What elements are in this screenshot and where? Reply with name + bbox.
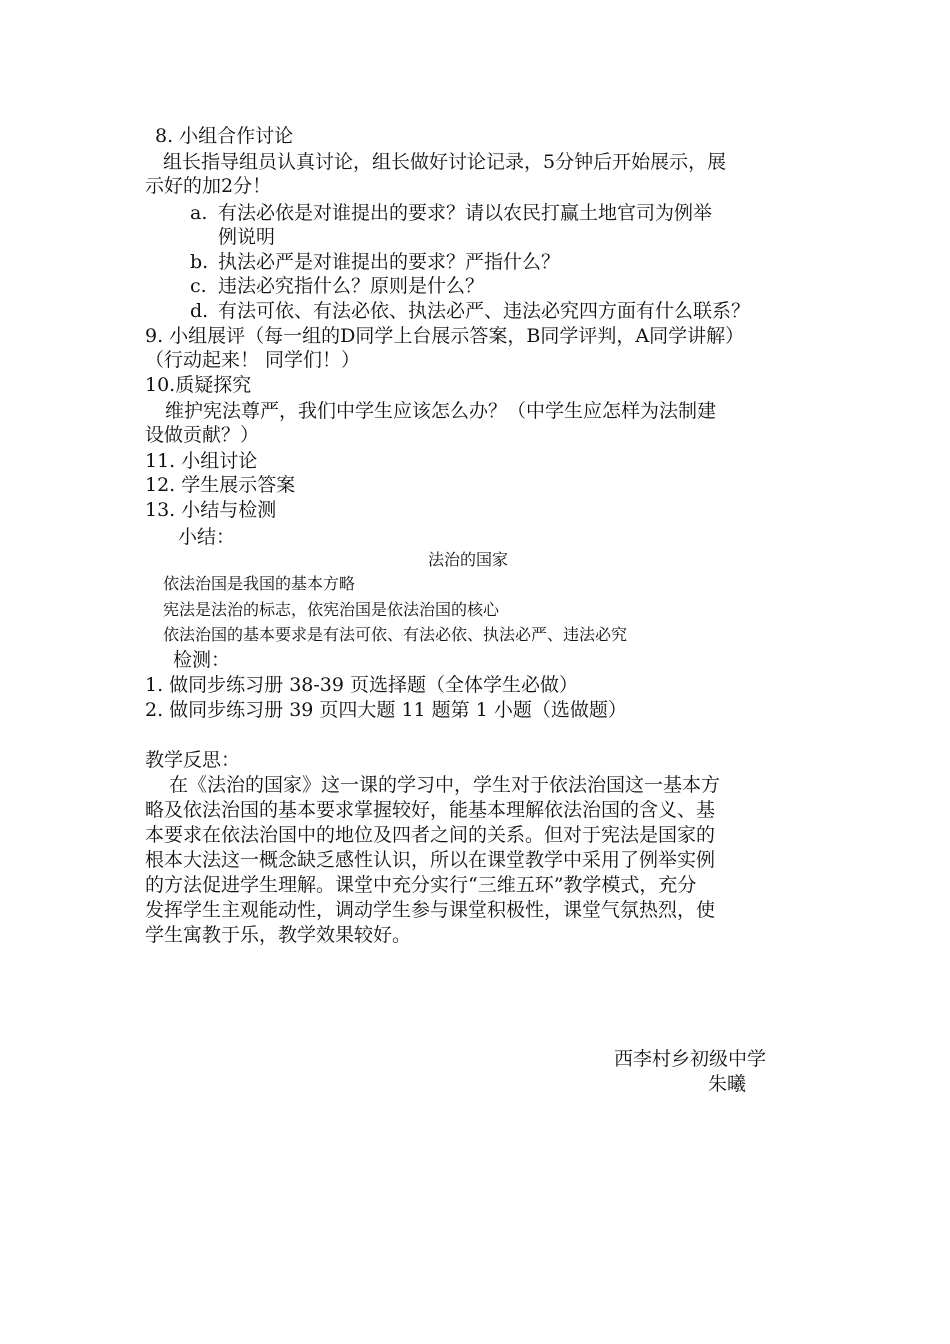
- item-a-text-line-1: 有法必依是对谁提出的要求？请以农民打赢土地官司为例举: [218, 202, 713, 224]
- section-10-line-1: 维护宪法尊严，我们中学生应该怎么办？（中学生应怎样为法制建: [165, 400, 717, 422]
- item-b-marker: b.: [190, 251, 209, 273]
- section-9-line-2: （行动起来！ 同学们！）: [145, 349, 361, 371]
- reflection-line-3: 本要求在依法治国中的地位及四者之间的关系。但对于宪法是国家的: [145, 824, 716, 846]
- test-item-1: 1. 做同步练习册 38-39 页选择题（全体学生必做）: [145, 674, 579, 696]
- item-a-marker: a.: [190, 202, 208, 224]
- section-9-line-1: 9. 小组展评（每一组的D同学上台展示答案，B同学评判，A同学讲解）: [145, 325, 745, 347]
- section-11: 11. 小组讨论: [145, 450, 258, 472]
- reflection-line-6: 发挥学生主观能动性，调动学生参与课堂积极性，课堂气氛热烈，使: [145, 899, 716, 921]
- section-8-intro-line-2: 示好的加2分！: [145, 175, 272, 197]
- test-item-2: 2. 做同步练习册 39 页四大题 11 题第 1 小题（选做题）: [145, 699, 627, 721]
- section-13-heading: 13. 小结与检测: [145, 499, 277, 521]
- summary-title: 法治的国家: [428, 550, 509, 569]
- item-c-marker: c.: [190, 275, 207, 297]
- signature-school: 西李村乡初级中学: [614, 1048, 767, 1070]
- section-10-line-2: 设做贡献？）: [145, 424, 260, 446]
- reflection-heading: 教学反思：: [145, 749, 241, 771]
- reflection-line-5: 的方法促进学生理解。课堂中充分实行“三维五环”教学模式，充分: [145, 874, 697, 896]
- item-d-marker: d.: [190, 300, 209, 322]
- reflection-line-7: 学生寓教于乐，教学效果较好。: [145, 924, 412, 946]
- section-12: 12. 学生展示答案: [145, 474, 296, 496]
- reflection-line-2: 略及依法治国的基本要求掌握较好，能基本理解依法治国的含义、基: [145, 799, 716, 821]
- item-d-text: 有法可依、有法必依、执法必严、违法必究四方面有什么联系？: [218, 300, 751, 322]
- summary-label: 小结：: [178, 526, 236, 548]
- section-8-heading: 8. 小组合作讨论: [155, 125, 294, 147]
- item-c-text: 违法必究指什么？原则是什么？: [218, 275, 485, 297]
- test-label: 检测：: [173, 649, 231, 671]
- summary-point-3: 依法治国的基本要求是有法可依、有法必依、执法必严、违法必究: [163, 625, 628, 644]
- section-10-heading: 10.质疑探究: [145, 374, 252, 396]
- summary-point-2: 宪法是法治的标志，依宪治国是依法治国的核心: [163, 600, 500, 619]
- reflection-line-4: 根本大法这一概念缺乏感性认识，所以在课堂教学中采用了例举实例: [145, 849, 716, 871]
- reflection-line-1: 在《法治的国家》这一课的学习中，学生对于依法治国这一基本方: [169, 774, 721, 796]
- summary-point-1: 依法治国是我国的基本方略: [163, 574, 356, 593]
- item-a-text-line-2: 例说明: [218, 226, 276, 248]
- item-b-text: 执法必严是对谁提出的要求？严指什么？: [218, 251, 561, 273]
- signature-author: 朱曦: [708, 1073, 747, 1095]
- section-8-intro-line-1: 组长指导组员认真讨论，组长做好讨论记录，5分钟后开始展示，展: [163, 151, 727, 173]
